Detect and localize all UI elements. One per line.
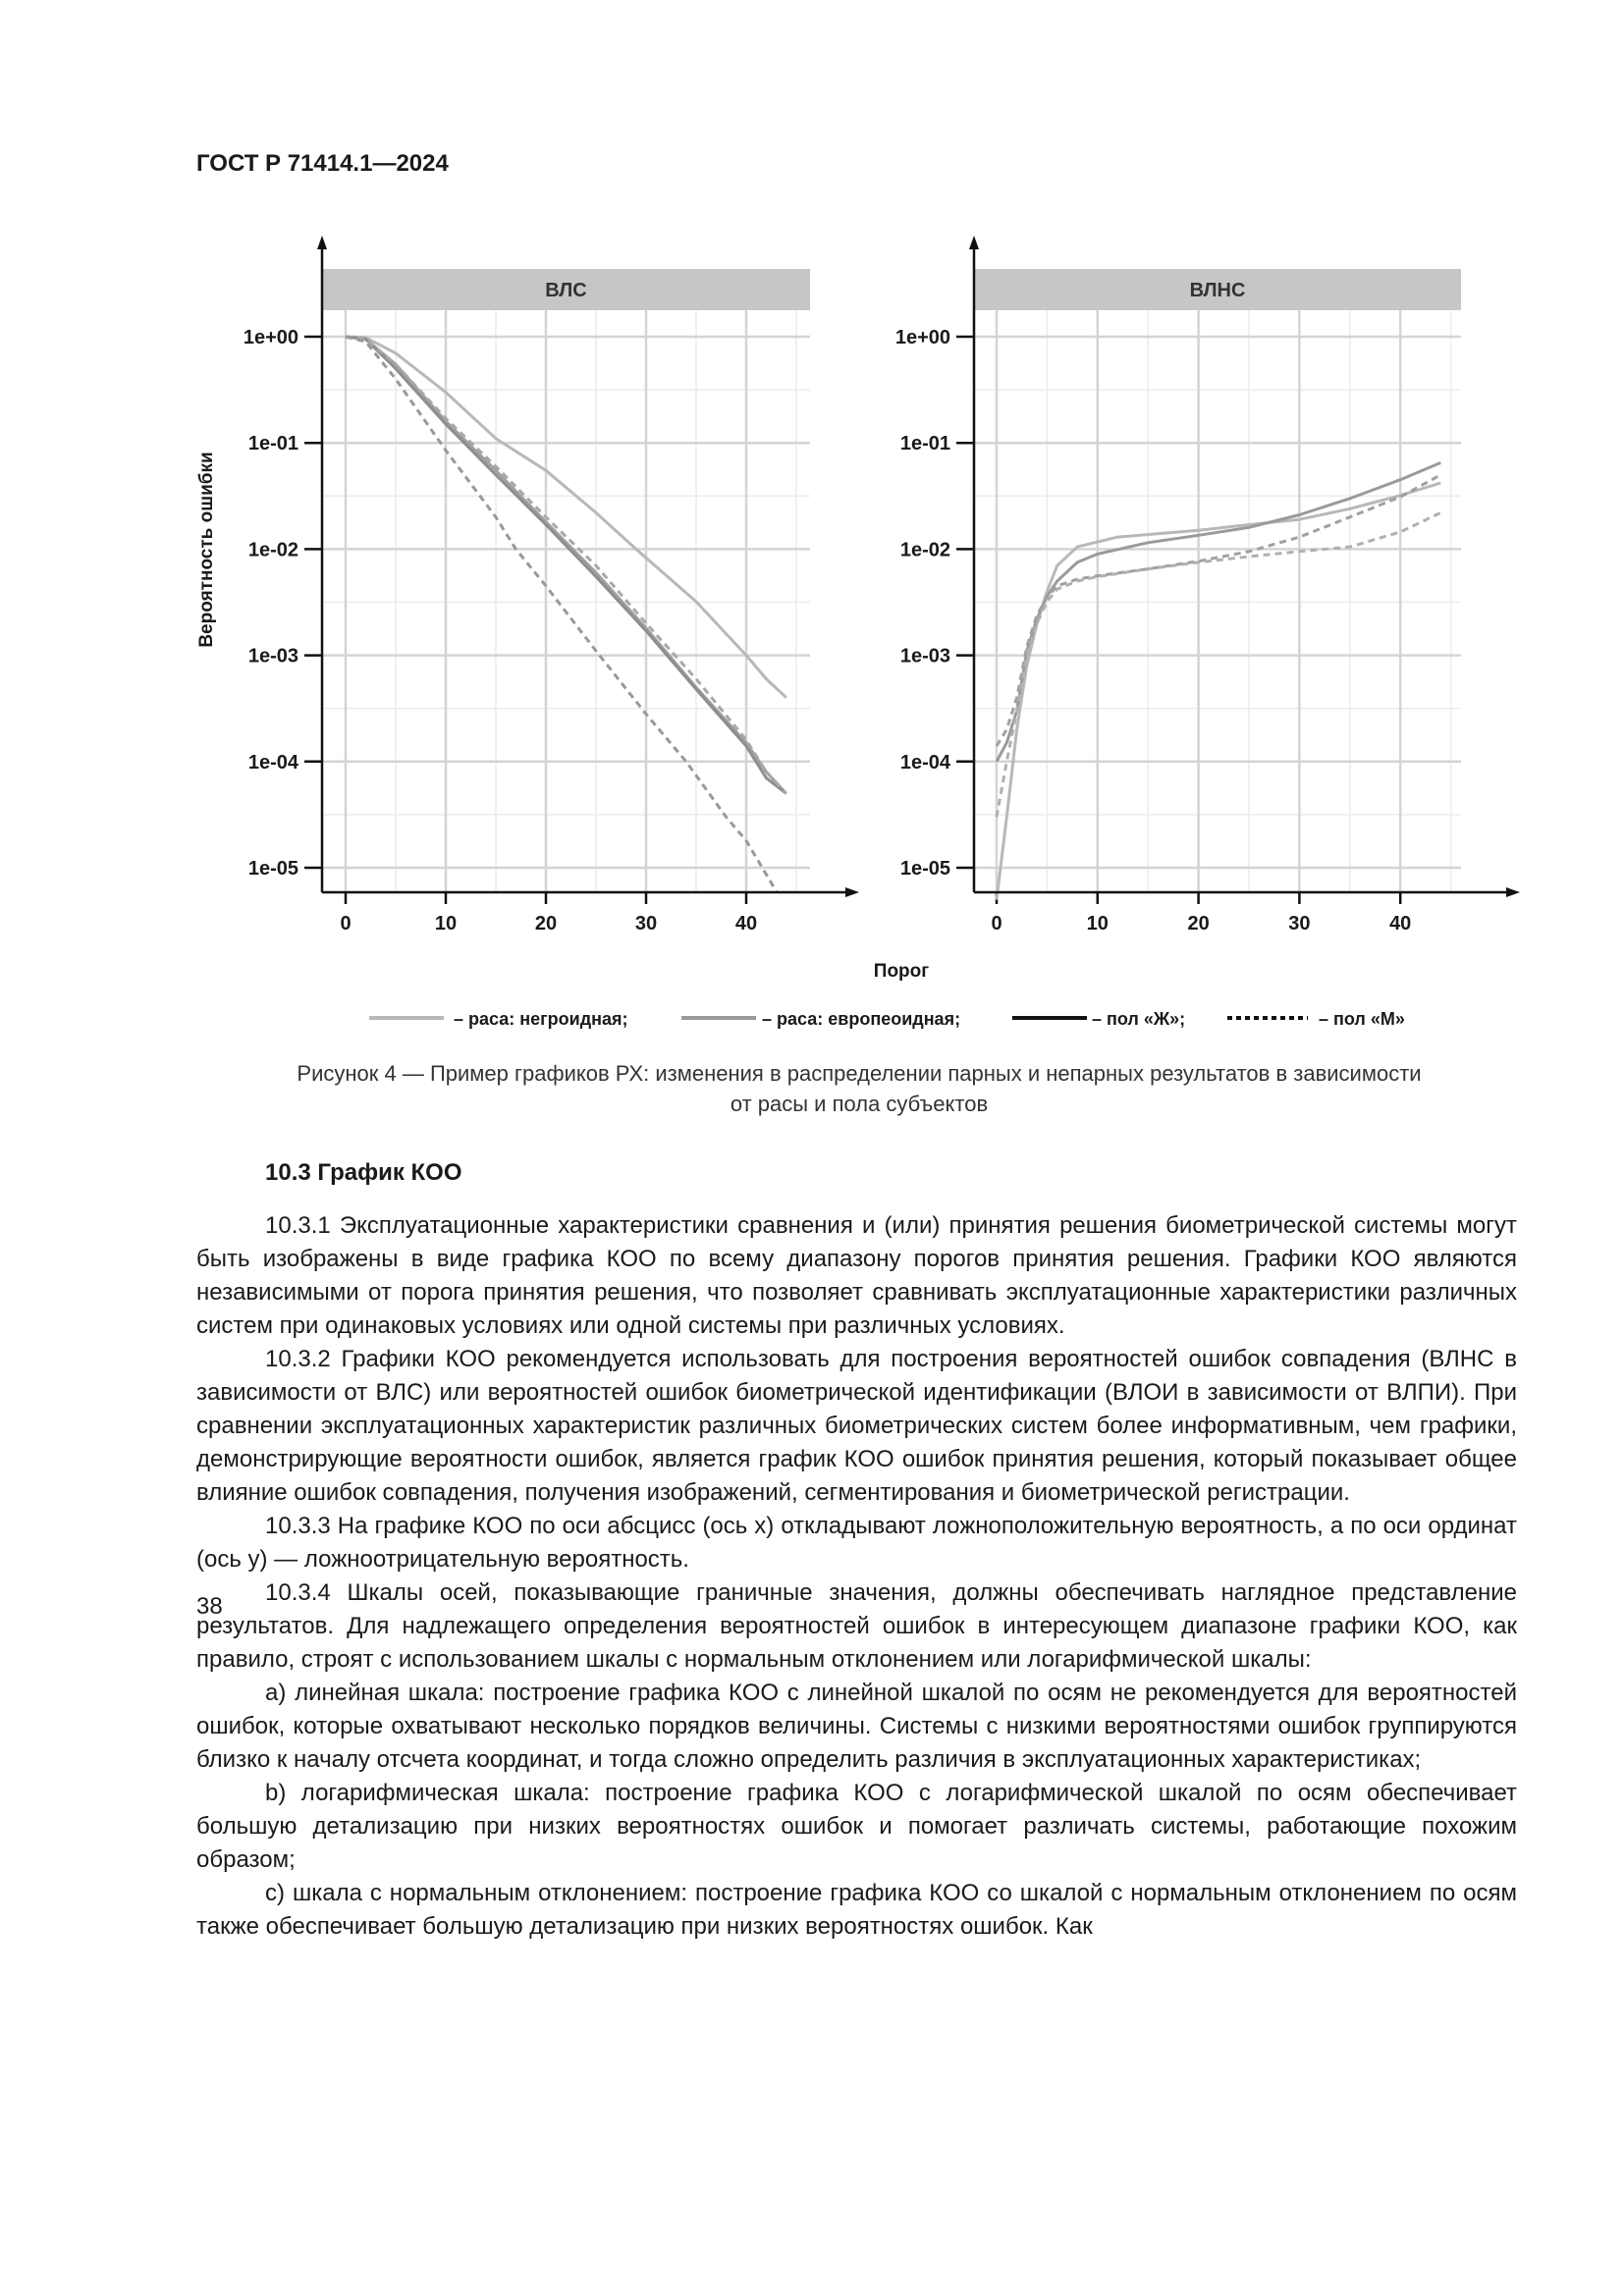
x-tick-label: 10 — [1086, 913, 1109, 934]
chart-panels — [244, 236, 1520, 934]
series-line — [346, 337, 786, 793]
y-tick-label: 1e-02 — [899, 539, 950, 561]
y-tick-label: 1e-02 — [247, 539, 298, 561]
x-axis-arrow-icon — [845, 887, 859, 897]
page-number: 38 — [196, 1593, 223, 1620]
legend-label: – раса: негроидная; — [454, 1009, 628, 1029]
y-tick-label: 1e-04 — [899, 751, 950, 774]
document-header: ГОСТ Р 71414.1—2024 — [196, 150, 449, 177]
series-line — [346, 337, 777, 891]
y-tick-label: 1e-05 — [247, 858, 298, 880]
paragraph-10-3-2: 10.3.2 Графики КОО рекомендуется использовать для построения вероятностей ошибок совпадения (ВЛНС в зависимости от ВЛС) или вероятностей ошибок биометрической идентификации (ВЛОИ в зависимости от ВЛПИ). При сравнении эксплуатационных характеристик различных биометрических систем более информативным, чем графики, демонстрирующие вероятности ошибок, является график КОО ошибок принятия решения, который показывает общее влияние ошибок совпадения, получения изображений, сегментирования и биометрической регистрации. — [196, 1346, 1517, 1506]
x-tick-label: 40 — [734, 913, 758, 934]
caption-line-1: Рисунок 4 — Пример графиков РХ: изменения в распределении парных и непарных результатов в зависимости — [297, 1061, 1422, 1086]
list-item-b: b) логарифмическая шкала: построение графика КОО с логарифмической шкалой по осям обеспечивает большую детализацию при низких вероятностях ошибок и помогает различать системы, работающие похожим образом; — [196, 1780, 1517, 1873]
x-axis-arrow-icon — [1506, 887, 1520, 897]
figure-caption — [211, 1058, 1507, 1119]
y-tick-label: 1e-01 — [899, 433, 950, 455]
x-tick-label: 20 — [1187, 913, 1210, 934]
body-text — [196, 1209, 1517, 1944]
chart-panel-1 — [244, 236, 859, 934]
list-item-c: c) шкала с нормальным отклонением: построение графика КОО со шкалой с нормальным отклонением по осям также обеспечивает большую детализацию при низких вероятностях ошибок. Как — [196, 1880, 1517, 1940]
y-tick-label: 1e-01 — [247, 433, 298, 455]
panel-title: ВЛС — [545, 280, 587, 301]
y-tick-label: 1e-03 — [247, 645, 298, 667]
x-tick-label: 30 — [634, 913, 658, 934]
paragraph-10-3-1: 10.3.1 Эксплуатационные характеристики сравнения и (или) принятия решения биометрической системы могут быть изображены в виде графика КОО по всему диапазону порогов принятия решения. Графики КОО являются независимыми от порога принятия решения, что позволяет сравнивать эксплуатационные характеристики различных систем при одинаковых условиях или одной системы при различных условиях. — [196, 1212, 1517, 1339]
y-axis-arrow-icon — [317, 236, 327, 249]
series-line — [997, 483, 1440, 900]
x-axis-title: Порог — [873, 961, 930, 982]
x-tick-label: 30 — [1288, 913, 1311, 934]
legend-label: – пол «М» — [1319, 1009, 1405, 1029]
series-line — [346, 337, 786, 793]
x-tick-label: 40 — [1389, 913, 1412, 934]
x-tick-label: 20 — [534, 913, 558, 934]
y-axis-title: Вероятность ошибки — [196, 452, 217, 648]
legend-label: – раса: европеоидная; — [762, 1009, 961, 1029]
x-tick-label: 0 — [340, 913, 352, 934]
panel-title: ВЛНС — [1189, 280, 1246, 301]
chart-legend — [369, 1009, 1405, 1029]
y-tick-label: 1e-03 — [899, 645, 950, 667]
paragraph-10-3-3: 10.3.3 На графике КОО по оси абсцисс (ось x) откладывают ложноположительную вероятность, а по оси ординат (ось y) — ложноотрицательную вероятность. — [196, 1513, 1517, 1573]
legend-label: – пол «Ж»; — [1092, 1009, 1186, 1029]
chart-panel-2 — [895, 236, 1520, 934]
paragraph-10-3-4: 10.3.4 Шкалы осей, показывающие граничные значения, должны обеспечивать наглядное представление результатов. Для надлежащего определения вероятностей ошибок в интересующем диапазоне графики КОО, как правило, строят с использованием шкалы с нормальным отклонением или логарифмической шкалы: — [196, 1579, 1517, 1673]
series-line — [346, 337, 786, 698]
caption-line-2: от расы и пола субъектов — [730, 1092, 989, 1116]
y-tick-label: 1e-05 — [899, 858, 950, 880]
list-item-a: a) линейная шкала: построение графика КОО с линейной шкалой по осям не рекомендуется для вероятностей ошибок, которые охватывают несколько порядков величины. Системы с низкими вероятностями ошибок группируются близко к началу отсчета координат, и тогда сложно определить различия в эксплуатационных характеристиках; — [196, 1680, 1517, 1773]
series-line — [997, 475, 1440, 746]
y-tick-label: 1e+00 — [894, 327, 950, 348]
y-axis-arrow-icon — [969, 236, 979, 249]
figure-chart — [0, 0, 1624, 1041]
y-tick-label: 1e-04 — [247, 751, 298, 774]
x-tick-label: 10 — [434, 913, 458, 934]
section-heading: 10.3 График КОО — [265, 1159, 462, 1186]
x-tick-label: 0 — [991, 913, 1002, 934]
y-tick-label: 1e+00 — [243, 327, 298, 348]
series-line — [346, 337, 786, 793]
